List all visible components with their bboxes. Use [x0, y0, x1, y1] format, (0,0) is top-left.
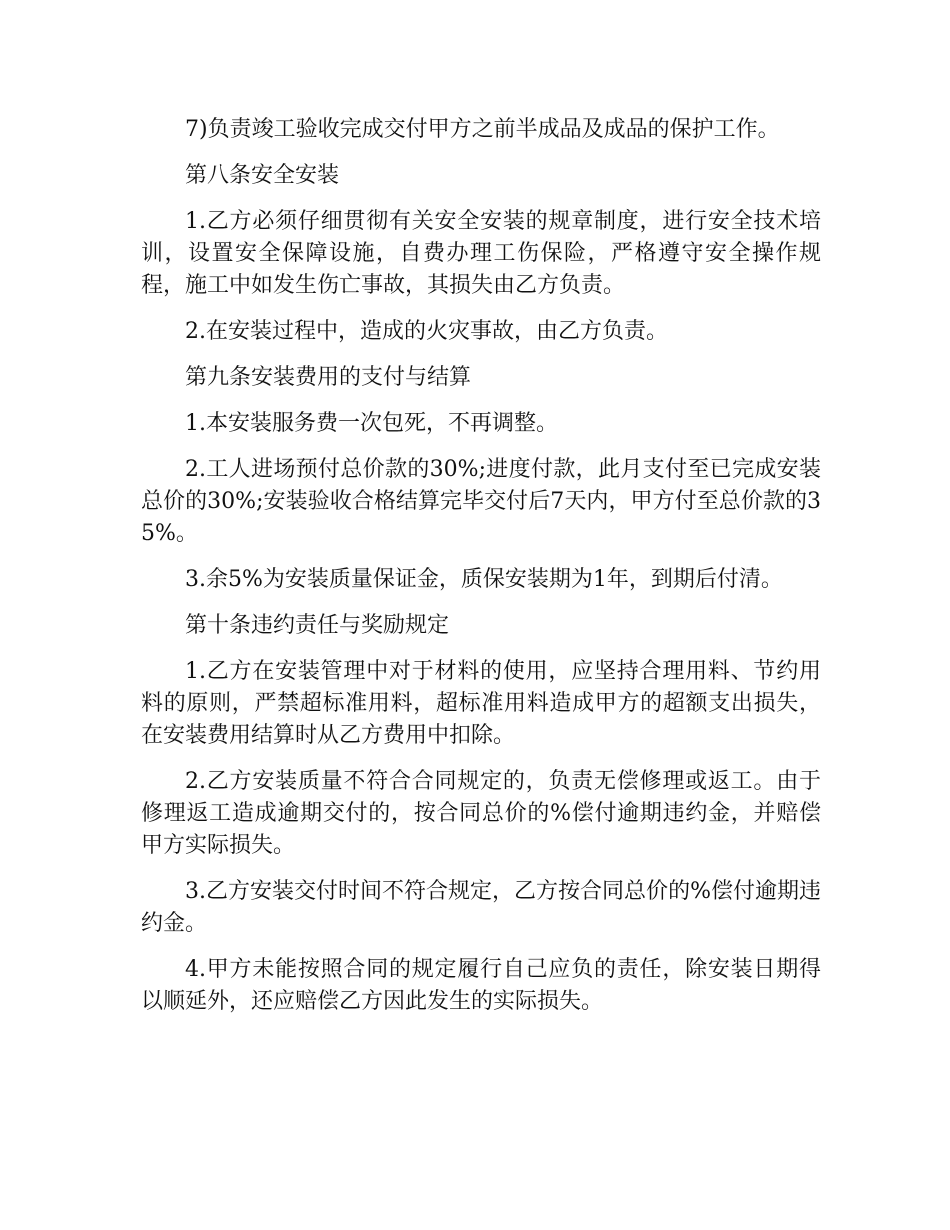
article-9-item-3: 3.余5%为安装质量保证金，质保安装期为1年，到期后付清。 — [185, 567, 783, 592]
article-10-item-2: 2.乙方安装质量不符合合同规定的，负责无偿修理或返工。由于修理返工造成逾期交付的，按合同总价的%偿付逾期违约金，并赔偿甲方实际损失。 — [141, 769, 821, 858]
article-8-item-2: 2.在安装过程中，造成的火灾事故，由乙方负责。 — [185, 319, 668, 344]
clause-7-protection: 7)负责竣工验收完成交付甲方之前半成品及成品的保护工作。 — [185, 117, 780, 142]
article-8-heading: 第八条安全安装 — [185, 163, 340, 188]
article-9-item-2: 2.工人进场预付总价款的30%;进度付款，此月支付至已完成安装总价的30%;安装验收合格结算完毕交付后7天内，甲方付至总价款的35%。 — [141, 457, 821, 546]
article-9-heading: 第九条安装费用的支付与结算 — [185, 365, 472, 390]
article-10-item-4: 4.甲方未能按照合同的规定履行自己应负的责任，除安装日期得以顺延外，还应赔偿乙方因此发生的实际损失。 — [141, 957, 821, 1014]
article-9-item-1: 1.本安装服务费一次包死，不再调整。 — [185, 411, 558, 436]
article-8-item-1: 1.乙方必须仔细贯彻有关安全安装的规章制度，进行安全技术培训，设置安全保障设施，自费办理工伤保险，严格遵守安全操作规程，施工中如发生伤亡事故，其损失由乙方负责。 — [141, 209, 821, 298]
article-10-item-1: 1.乙方在安装管理中对于材料的使用，应坚持合理用料、节约用料的原则，严禁超标准用料，超标准用料造成甲方的超额支出损失，在安装费用结算时从乙方费用中扣除。 — [141, 659, 821, 748]
article-10-heading: 第十条违约责任与奖励规定 — [185, 613, 450, 638]
document-page — [141, 114, 821, 1032]
article-10-item-3: 3.乙方安装交付时间不符合规定，乙方按合同总价的%偿付逾期违约金。 — [141, 879, 821, 936]
